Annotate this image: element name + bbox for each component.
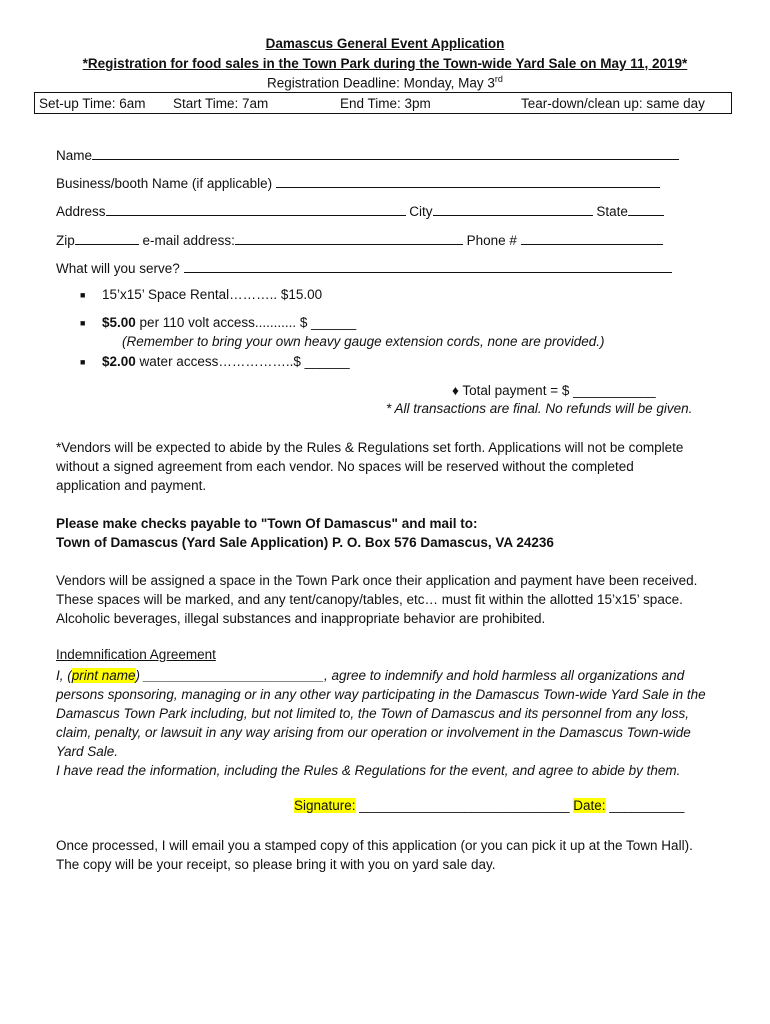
business-label: Business/booth Name (if applicable) <box>56 176 273 191</box>
mailing-address: Town of Damascus (Yard Sale Application) P. O. Box 576 Damascus, VA 24236 <box>56 535 554 550</box>
name-label: Name <box>56 148 93 163</box>
indemnification-line: persons sponsoring, managing or in any other way participating in the Damascus Town-wide Yard Sale in the <box>56 687 706 702</box>
page-subtitle: *Registration for food sales in the Town Park during the Town-wide Yard Sale on May 11, 2019* <box>82 56 688 71</box>
water-item[interactable] <box>102 354 350 369</box>
assignment-line: Alcoholic beverages, illegal substances and inappropriate behavior are prohibited. <box>56 611 546 626</box>
teardown-time: Tear-down/clean up: same day <box>521 96 705 111</box>
vendors-note-line: without a signed agreement from each vendor. No spaces will be reserved without the completed <box>56 459 634 474</box>
date-field[interactable]: __________ <box>605 798 685 813</box>
bullet-icon: ■ <box>80 357 86 367</box>
bullet-icon: ■ <box>80 290 86 300</box>
indemnification-line: Damascus Town Park including, but not limited to, the Town of Damascus and its personnel from any loss, <box>56 706 690 721</box>
address-row <box>56 202 664 219</box>
deadline-sup: rd <box>494 74 503 84</box>
final-notice: * All transactions are final. No refunds will be given. <box>386 401 693 416</box>
email-field[interactable] <box>235 231 463 245</box>
end-time: End Time: 3pm <box>340 96 431 111</box>
bullet-icon: ■ <box>80 318 86 328</box>
assignment-line: Vendors will be assigned a space in the Town Park once their application and payment have been received. <box>56 573 698 588</box>
power-note: (Remember to bring your own heavy gauge extension cords, none are provided.) <box>122 334 605 349</box>
name-row <box>56 146 679 163</box>
signature-field[interactable]: ____________________________ <box>355 798 574 813</box>
payment-instructions <box>56 514 726 552</box>
indemnification-text <box>56 666 726 780</box>
address-label: Address <box>56 204 106 219</box>
closing-line: Once processed, I will email you a stamped copy of this application (or you can pick it up at the Town Hall). <box>56 838 693 853</box>
city-field[interactable] <box>433 202 593 216</box>
event-times-box <box>34 92 732 114</box>
business-field[interactable] <box>276 174 660 188</box>
state-label: State <box>596 204 628 219</box>
indemnification-line: Yard Sale. <box>56 744 119 759</box>
setup-time: Set-up Time: 6am <box>39 96 146 111</box>
serve-row <box>56 259 672 276</box>
start-time: Start Time: 7am <box>173 96 269 111</box>
closing-line: The copy will be your receipt, so please bring it with you on yard sale day. <box>56 857 496 872</box>
signature-row <box>294 798 684 813</box>
email-label: e-mail address: <box>142 233 235 248</box>
print-name-label: print name <box>71 668 136 683</box>
deadline-text: Registration Deadline: Monday, May 3 <box>267 75 495 91</box>
indemnification-prefix: I, ( <box>56 668 72 683</box>
signature-label: Signature: <box>294 798 356 813</box>
business-row <box>56 174 660 191</box>
vendors-note-line: application and payment. <box>56 478 207 493</box>
closing-note <box>56 836 726 874</box>
serve-field[interactable] <box>184 259 672 273</box>
power-text: per 110 volt access........... $ ______ <box>135 315 357 330</box>
address-field[interactable] <box>106 202 406 216</box>
zip-label: Zip <box>56 233 75 248</box>
checks-line: Please make checks payable to "Town Of Damascus" and mail to: <box>56 516 478 531</box>
state-field[interactable] <box>628 202 664 216</box>
space-rental-text: 15’x15’ Space Rental……….. $15.00 <box>102 287 323 302</box>
power-item[interactable] <box>102 315 356 330</box>
name-field[interactable] <box>92 146 679 160</box>
phone-label: Phone # <box>466 233 517 248</box>
space-rental-item <box>102 287 322 302</box>
contact-row <box>56 231 663 248</box>
phone-field[interactable] <box>521 231 663 245</box>
vendors-note-line: *Vendors will be expected to abide by the Rules & Regulations set forth. Applications will not be complete <box>56 440 684 455</box>
water-price: $2.00 <box>102 354 136 369</box>
indemnification-line: I have read the information, including the Rules & Regulations for the event, and agree to abide by them. <box>56 763 681 778</box>
serve-label: What will you serve? <box>56 261 180 276</box>
date-label: Date: <box>573 798 606 813</box>
indemnification-heading: Indemnification Agreement <box>56 647 216 662</box>
total-payment[interactable]: ♦ Total payment = $ ___________ <box>452 383 656 398</box>
water-text: water access……………..$ ______ <box>135 354 350 369</box>
zip-field[interactable] <box>75 231 139 245</box>
indemnification-line: claim, penalty, or lawsuit in any way arising from our operation or involvement in the Damascus Town-wide <box>56 725 691 740</box>
vendors-note <box>56 438 726 495</box>
print-name-field[interactable]: ) ________________________, agree to indemnify and hold harmless all organizations and <box>135 668 685 683</box>
registration-deadline <box>0 74 770 91</box>
space-assignment <box>56 571 726 628</box>
page-title: Damascus General Event Application <box>265 36 505 51</box>
assignment-line: These spaces will be marked, and any tent/canopy/tables, etc… must fit within the allotted 15’x15’ space. <box>56 592 683 607</box>
power-price: $5.00 <box>102 315 136 330</box>
city-label: City <box>409 204 433 219</box>
